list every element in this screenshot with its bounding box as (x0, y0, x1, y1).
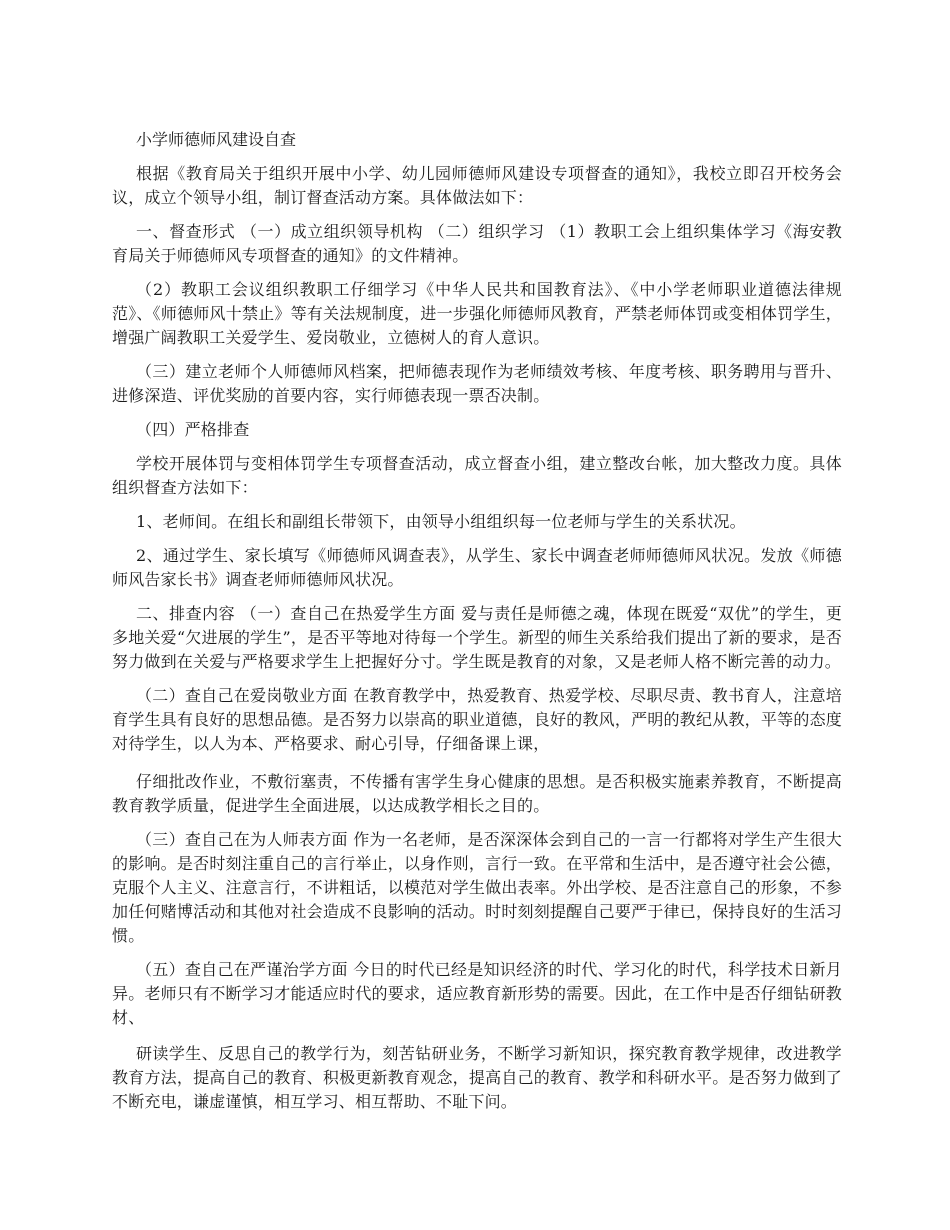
paragraph: 二、排查内容 （一）查自己在热爱学生方面 爱与责任是师德之魂，体现在既爱“双优”的学生，更多地关爱“欠进展的学生”，是否平等地对待每一个学生。新型的师生关系给我们提出了新的要求，是否努力做到在关爱与严格要求学生上把握好分寸。学生既是教育的对象，又是老师人格不断完善的动力。 (112, 604, 842, 671)
paragraph: 1、老师间。在组长和副组长带领下，由领导小组组织每一位老师与学生的关系状况。 (136, 512, 746, 531)
paragraph: （二）查自己在爱岗敬业方面 在教育教学中，热爱教育、热爱学校、尽职尽责、教书育人，注意培育学生具有良好的思想品德。是否努力以崇高的职业道德，良好的教风，严明的教纪从教，平等的态度对待学生，以人为本、严格要求、耐心引导，仔细备课上课， (112, 686, 842, 753)
paragraph: （三）查自己在为人师表方面 作为一名老师，是否深深体会到自己的一言一行都将对学生产生很大的影响。是否时刻注重自己的言行举止，以身作则，言行一致。在平常和生活中，是否遵守社会公德，克服个人主义、注意言行，不讲粗话，以模范对学生做出表率。外出学校、是否注意自己的形象，不参加任何赌博活动和其他对社会造成不良影响的活动。时时刻刻提醒自己要严于律已，保持良好的生活习惯。 (112, 830, 842, 945)
paragraph: 2、通过学生、家长填写《师德师风调查表》，从学生、家长中调查老师师德师风状况。发放《师德师风告家长书》调查老师师德师风状况。 (112, 546, 842, 589)
paragraph: 根据《教育局关于组织开展中小学、幼儿园师德师风建设专项督查的通知》，我校立即召开校务会议，成立个领导小组，制订督查活动方案。具体做法如下： (112, 164, 842, 207)
paragraph: （2）教职工会议组织教职工仔细学习《中华人民共和国教育法》、《中小学老师职业道德法律规范》、《师德师风十禁止》等有关法规制度，进一步强化师德师风教育，严禁老师体罚或变相体罚学生，增强广阔教职工关爱学生、爱岗敬业，立德树人的育人意识。 (112, 280, 842, 347)
paragraph: 仔细批改作业，不敷衍塞责，不传播有害学生身心健康的思想。是否积极实施素养教育，不断提高教育教学质量，促进学生全面进展，以达成教学相长之目的。 (112, 772, 842, 815)
document-page (112, 128, 842, 1124)
paragraph: （三）建立老师个人师德师风档案，把师德表现作为老师绩效考核、年度考核、职务聘用与晋升、进修深造、评优奖励的首要内容，实行师德表现一票否决制。 (112, 362, 842, 405)
paragraph: 研读学生、反思自己的教学行为，刻苦钻研业务，不断学习新知识，探究教育教学规律，改进教学教育方法，提高自己的教育、积极更新教育观念，提高自己的教育、教学和科研水平。是否努力做到了不断充电，谦虚谨慎，相互学习、相互帮助、不耻下问。 (112, 1044, 842, 1111)
document-title: 小学师德师风建设自查 (136, 130, 297, 149)
paragraph: 一、督查形式 （一）成立组织领导机构 （二）组织学习 （1）教职工会上组织集体学习《海安教育局关于师德师风专项督查的通知》的文件精神。 (112, 222, 842, 265)
paragraph: 学校开展体罚与变相体罚学生专项督查活动，成立督查小组，建立整改台帐，加大整改力度。具体组织督查方法如下： (112, 454, 842, 497)
paragraph: （四）严格排查 (136, 420, 250, 439)
paragraph: （五）查自己在严谨治学方面 今日的时代已经是知识经济的时代、学习化的时代，科学技术日新月异。老师只有不断学习才能适应时代的要求，适应教育新形势的需要。因此，在工作中是否仔细钻研教材、 (112, 960, 842, 1027)
